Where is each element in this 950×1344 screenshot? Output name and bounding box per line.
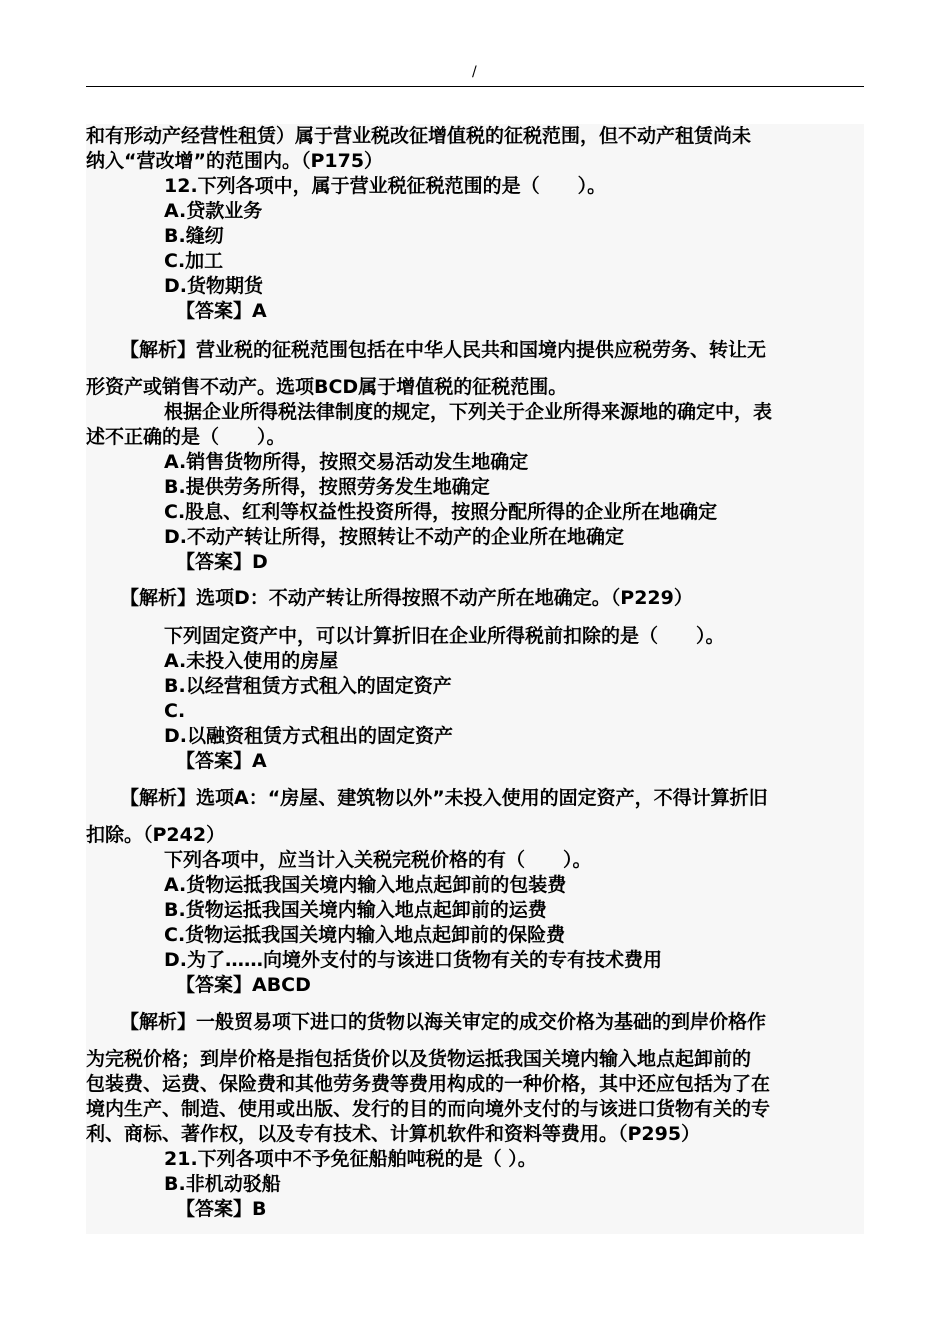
question-line: 12.下列各项中，属于营业税征税范围的是（ ）。: [164, 175, 607, 197]
option-line: A.销售货物所得，按照交易活动发生地确定: [164, 451, 529, 473]
explanation-line: 为完税价格；到岸价格是指包括货价以及货物运抵我国关境内输入地点起卸前的: [86, 1048, 752, 1070]
explanation-line: 利、商标、著作权，以及专有技术、计算机软件和资料等费用。（P295）: [86, 1123, 701, 1145]
option-line: A.贷款业务: [164, 200, 263, 222]
explanation-line: 包装费、运费、保险费和其他劳务费等费用构成的一种价格，其中还应包括为了在: [86, 1073, 771, 1095]
answer-line: 【答案】A: [176, 300, 267, 322]
option-line: C.: [164, 700, 186, 722]
option-line: D.不动产转让所得，按照转让不动产的企业所在地确定: [164, 526, 624, 548]
explanation-line: 形资产或销售不动产。选项BCD属于增值税的征税范围。: [86, 376, 568, 398]
option-line: B.提供劳务所得，按照劳务发生地确定: [164, 476, 490, 498]
option-line: A.货物运抵我国关境内输入地点起卸前的包装费: [164, 874, 567, 896]
option-line: B.非机动驳船: [164, 1173, 281, 1195]
explanation-line: 【解析】选项D：不动产转让所得按照不动产所在地确定。（P229）: [120, 587, 693, 609]
option-line: B.以经营租赁方式租入的固定资产: [164, 675, 452, 697]
option-line: D.以融资租赁方式租出的固定资产: [164, 725, 453, 747]
explanation-line: 【解析】一般贸易项下进口的货物以海关审定的成交价格为基础的到岸价格作: [120, 1011, 767, 1033]
header-mark: /: [472, 64, 477, 80]
question-line: 根据企业所得税法律制度的规定，下列关于企业所得来源地的确定中，表: [164, 401, 773, 423]
paragraph-line: 和有形动产经营性租赁）属于营业税改征增值税的征税范围，但不动产租赁尚未: [86, 125, 752, 147]
option-line: C.加工: [164, 250, 224, 272]
option-line: B.缝纫: [164, 225, 224, 247]
option-line: A.未投入使用的房屋: [164, 650, 339, 672]
explanation-line: 境内生产、制造、使用或出版、发行的目的而向境外支付的与该进口货物有关的专: [86, 1098, 771, 1120]
option-line: D.货物期货: [164, 275, 263, 297]
answer-line: 【答案】ABCD: [176, 974, 311, 996]
question-line: 述不正确的是（ ）。: [86, 426, 286, 448]
explanation-line: 【解析】营业税的征税范围包括在中华人民共和国境内提供应税劳务、转让无: [120, 339, 767, 361]
option-line: C.货物运抵我国关境内输入地点起卸前的保险费: [164, 924, 566, 946]
paragraph-line: 纳入“营改增”的范围内。（P175）: [86, 150, 384, 172]
option-line: D.为了……向境外支付的与该进口货物有关的专有技术费用: [164, 949, 662, 971]
option-line: C.股息、红利等权益性投资所得，按照分配所得的企业所在地确定: [164, 501, 718, 523]
explanation-line: 扣除。（P242）: [86, 824, 226, 846]
option-line: B.货物运抵我国关境内输入地点起卸前的运费: [164, 899, 547, 921]
question-line: 下列各项中，应当计入关税完税价格的有（ ）。: [164, 849, 592, 871]
answer-line: 【答案】D: [176, 551, 268, 573]
explanation-line: 【解析】选项A：“房屋、建筑物以外”未投入使用的固定资产，不得计算折旧: [120, 787, 768, 809]
question-line: 下列固定资产中，可以计算折旧在企业所得税前扣除的是（ ）。: [164, 625, 725, 647]
document-body: [86, 124, 864, 1234]
question-line: 21.下列各项中不予免征船舶吨税的是（ ）。: [164, 1148, 537, 1170]
answer-line: 【答案】A: [176, 750, 267, 772]
header-rule: [86, 86, 864, 87]
answer-line: 【答案】B: [176, 1198, 267, 1220]
